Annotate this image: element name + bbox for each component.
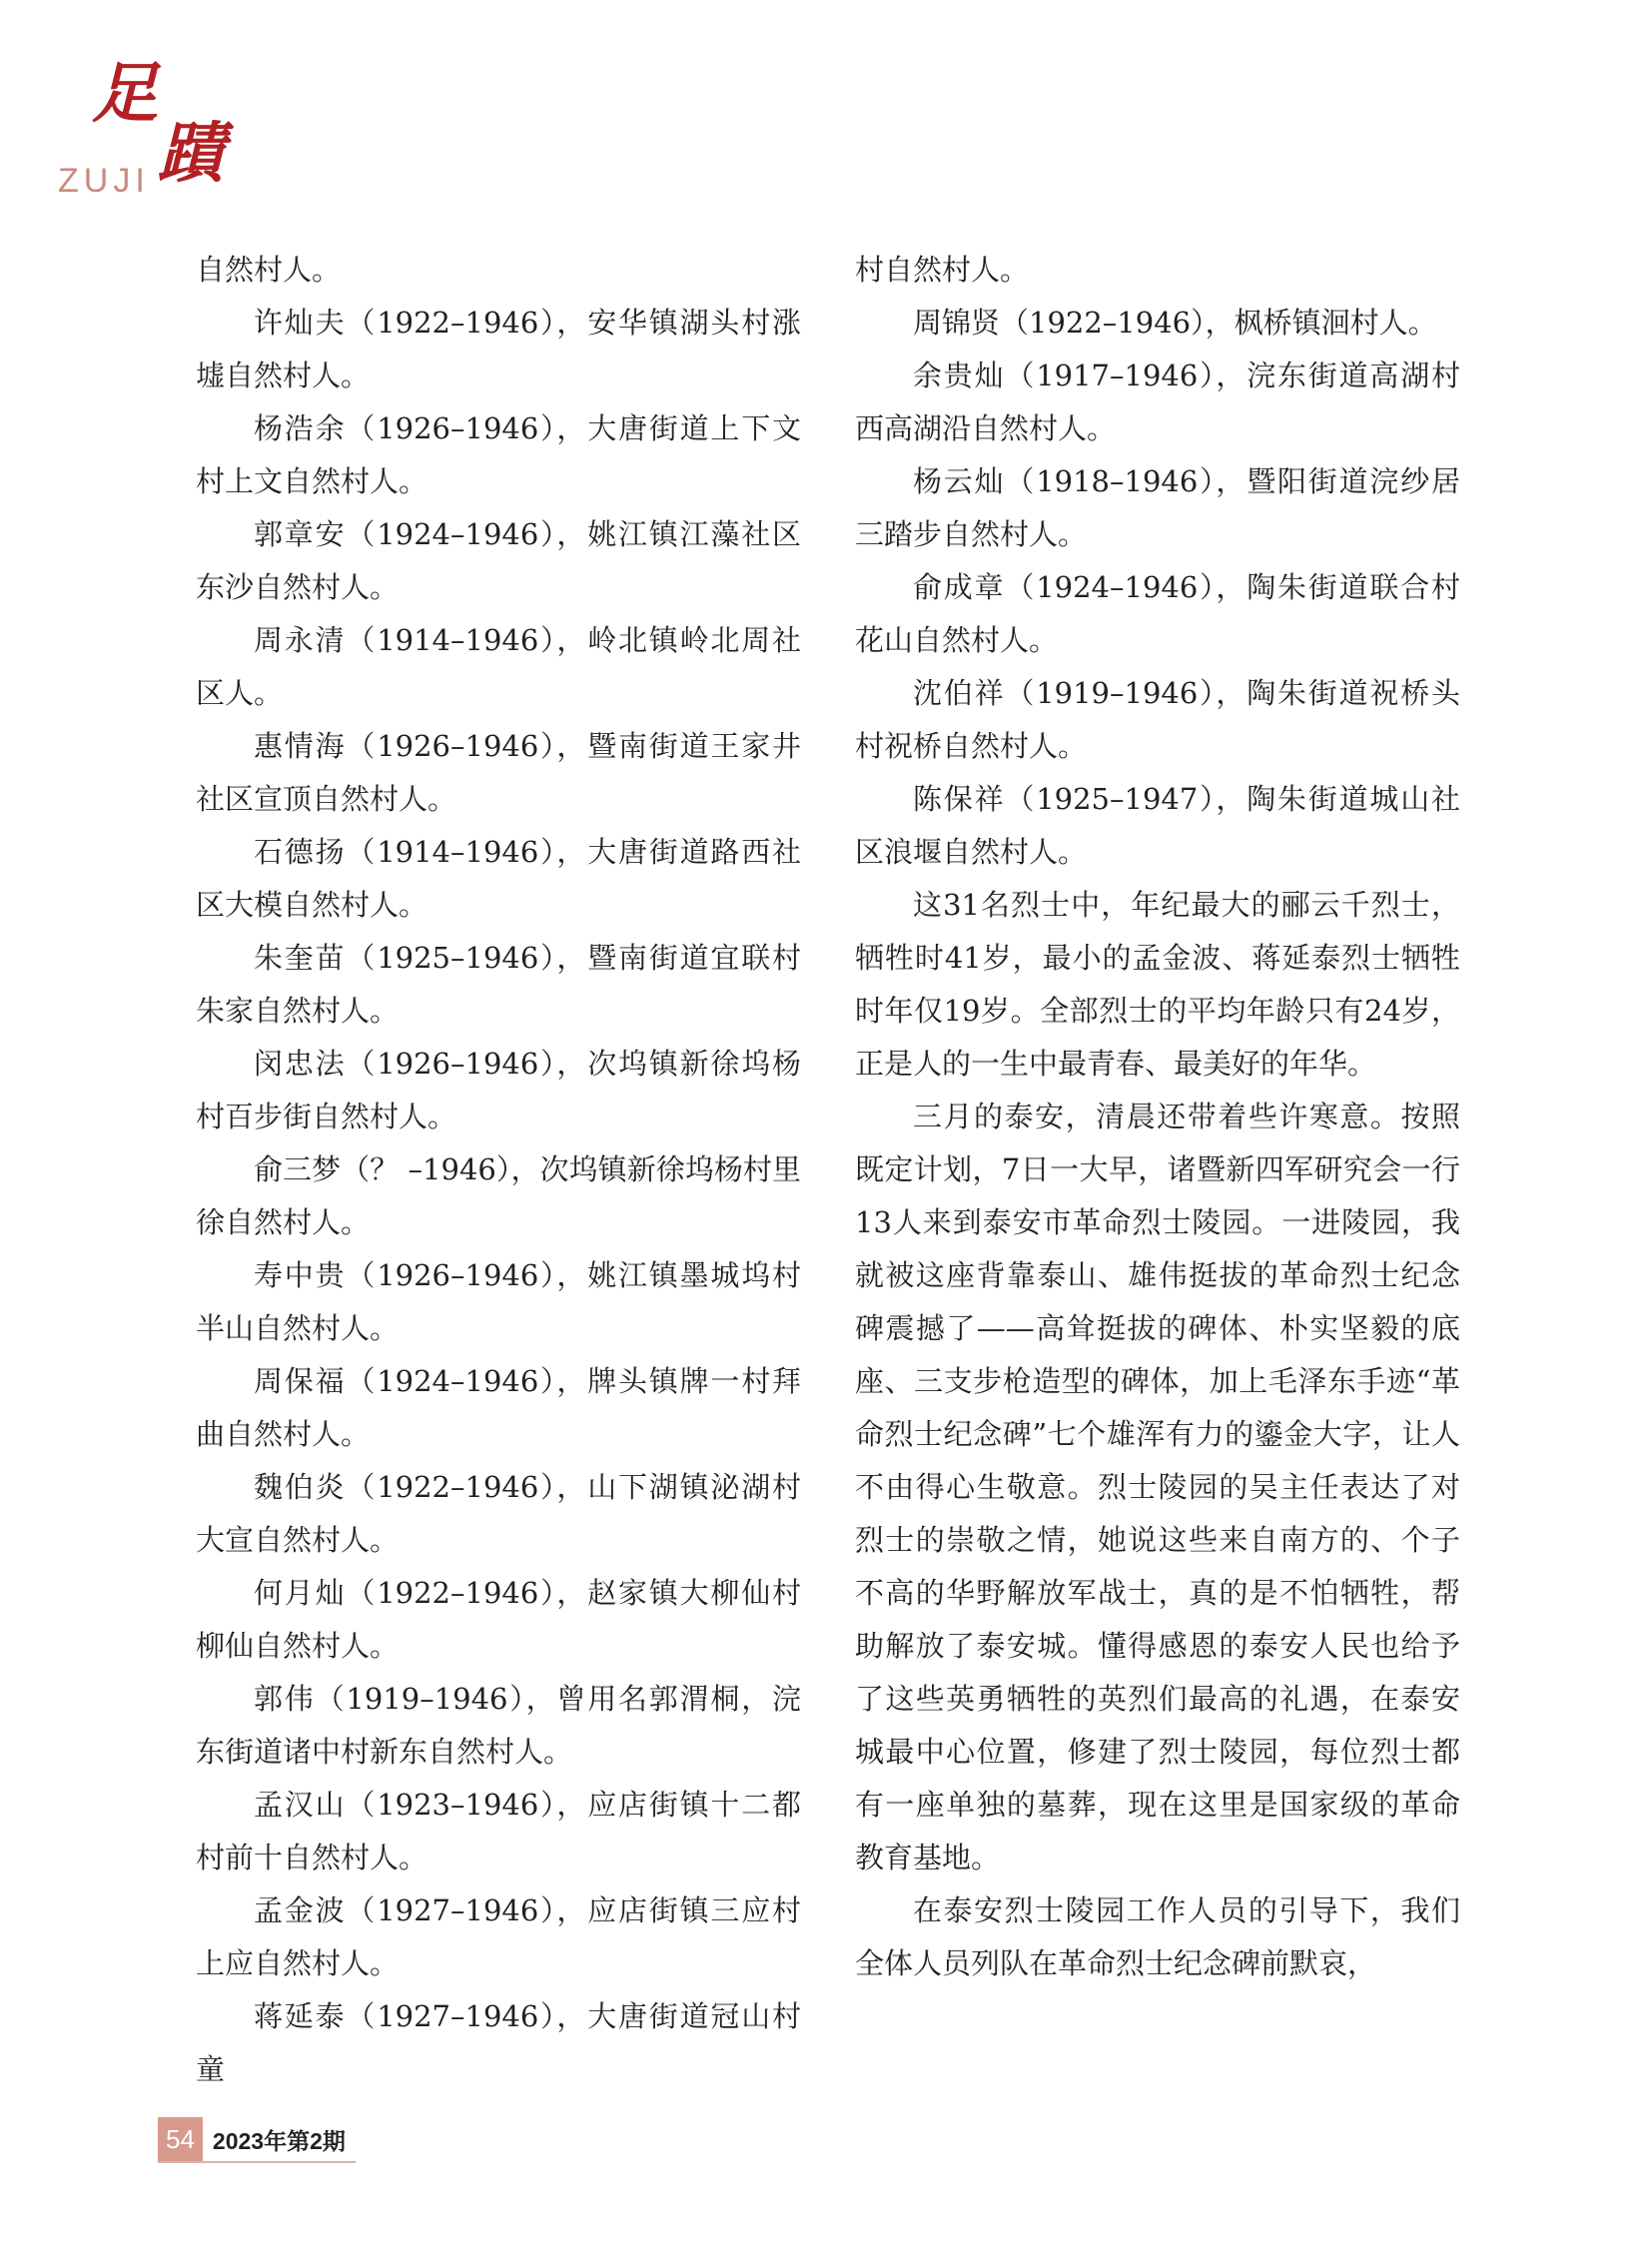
- paragraph: 俞三梦（？ –1946），次坞镇新徐坞杨村里徐自然村人。: [196, 1152, 801, 1239]
- paragraph: 何月灿（1922–1946），赵家镇大柳仙村柳仙自然村人。: [196, 1576, 801, 1663]
- left-text-column: [196, 244, 801, 2096]
- paragraph: 闵忠法（1926–1946），次坞镇新徐坞杨村百步街自然村人。: [196, 1047, 801, 1133]
- paragraph: 石德扬（1914–1946），大唐街道路西社区大模自然村人。: [196, 835, 801, 922]
- paragraph: 许灿夫（1922–1946），安华镇湖头村涨墟自然村人。: [196, 306, 801, 392]
- paragraph: 周永清（1914–1946），岭北镇岭北周社区人。: [196, 623, 801, 710]
- paragraph: 这31名烈士中，年纪最大的郦云千烈士，牺牲时41岁，最小的孟金波、蒋延泰烈士牺牲时年仅19岁。全部烈士的平均年龄只有24岁，正是人的一生中最青春、最美好的年华。: [855, 888, 1460, 1081]
- paragraph: 沈伯祥（1919–1946），陶朱街道祝桥头村祝桥自然村人。: [855, 676, 1460, 763]
- paragraph: 杨浩余（1926–1946），大唐街道上下文村上文自然村人。: [196, 411, 801, 498]
- page-footer: [158, 2117, 356, 2163]
- logo-character-1: 足: [92, 54, 158, 132]
- magazine-logo: [58, 54, 258, 200]
- paragraph: 蒋延泰（1927–1946），大唐街道冠山村童: [196, 1999, 801, 2086]
- paragraph: 孟金波（1927–1946），应店街镇三应村上应自然村人。: [196, 1893, 801, 1980]
- paragraph: 自然村人。: [196, 253, 342, 287]
- paragraph: 三月的泰安，清晨还带着些许寒意。按照既定计划，7日一大早，诸暨新四军研究会一行13人来到泰安市革命烈士陵园。一进陵园，我就被这座背靠泰山、雄伟挺拔的革命烈士纪念碑震撼了——高耸挺拔的碑体、朴实坚毅的底座、三支步枪造型的碑体，加上毛泽东手迹“革命烈士纪念碑”七个雄浑有力的鎏金大字，让人不由得心生敬意。烈士陵园的吴主任表达了对烈士的崇敬之情，她说这些来自南方的、个子不高的华野解放军战士，真的是不怕牺牲，帮助解放了泰安城。懂得感恩的泰安人民也给予了这些英勇牺牲的英烈们最高的礼遇，在泰安城最中心位置，修建了烈士陵园，每位烈士都有一座单独的墓葬，现在这里是国家级的革命教育基地。: [855, 1100, 1460, 1874]
- paragraph: 在泰安烈士陵园工作人员的引导下，我们全体人员列队在革命烈士纪念碑前默哀，: [855, 1893, 1460, 1980]
- right-text-column: [855, 244, 1460, 1990]
- paragraph: 周锦贤（1922–1946），枫桥镇洄村人。: [913, 306, 1437, 340]
- paragraph: 寿中贵（1926–1946），姚江镇墨城坞村半山自然村人。: [196, 1258, 801, 1345]
- paragraph: 魏伯炎（1922–1946），山下湖镇泌湖村大宣自然村人。: [196, 1470, 801, 1557]
- paragraph: 杨云灿（1918–1946），暨阳街道浣纱居三踏步自然村人。: [855, 464, 1460, 551]
- paragraph: 陈保祥（1925–1947），陶朱街道城山社区浪堰自然村人。: [855, 782, 1460, 869]
- logo-pinyin: ZUJI: [58, 162, 150, 200]
- issue-label: 2023年第2期: [212, 2127, 346, 2154]
- paragraph: 郭章安（1924–1946），姚江镇江藻社区东沙自然村人。: [196, 517, 801, 604]
- paragraph: 惠情海（1926–1946），暨南街道王家井社区宣顶自然村人。: [196, 729, 801, 816]
- paragraph: 余贵灿（1917–1946），浣东街道高湖村西高湖沿自然村人。: [855, 359, 1460, 445]
- page-number: 54: [158, 2117, 203, 2161]
- paragraph: 孟汉山（1923–1946），应店街镇十二都村前十自然村人。: [196, 1788, 801, 1874]
- paragraph: 朱奎苗（1925–1946），暨南街道宜联村朱家自然村人。: [196, 941, 801, 1028]
- paragraph: 村自然村人。: [855, 253, 1030, 287]
- paragraph: 郭伟（1919–1946），曾用名郭渭桐，浣东街道诸中村新东自然村人。: [196, 1682, 801, 1769]
- paragraph: 俞成章（1924–1946），陶朱街道联合村花山自然村人。: [855, 570, 1460, 657]
- logo-character-2: 蹟: [158, 114, 224, 192]
- paragraph: 周保福（1924–1946），牌头镇牌一村拜曲自然村人。: [196, 1364, 801, 1451]
